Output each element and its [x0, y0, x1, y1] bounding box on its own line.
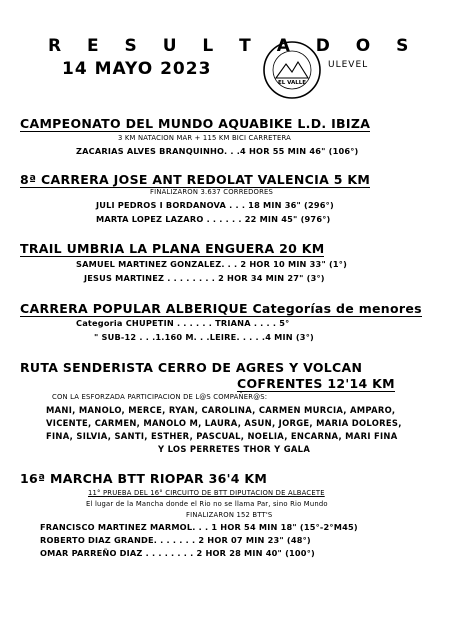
- section-heading: 16ª MARCHA BTT RIOPAR 36'4 KM: [20, 471, 268, 486]
- heading-cofrentes: COFRENTES 12'14 KM: [237, 376, 395, 391]
- logo-sub: EL VALLE: [277, 80, 307, 86]
- ulevel-mark: ULEVEL: [328, 60, 369, 70]
- result-line: OMAR PARREÑO DIAZ . . . . . . . . 2 HOR 28 MIN 40" (100°): [40, 548, 315, 558]
- result-line: JESUS MARTINEZ . . . . . . . . 2 HOR 34 MIN 27" (3°): [84, 273, 325, 283]
- participants-line: VICENTE, CARMEN, MANOLO M, LAURA, ASUN, JORGE, MARIA DOLORES,: [46, 418, 402, 428]
- heading-aquabike: CAMPEONATO DEL MUNDO AQUABIKE L.D. IBIZA: [20, 116, 371, 131]
- result-line: JULI PEDROS I BORDANOVA . . . 18 MIN 36" (296°): [96, 200, 334, 210]
- section-heading: RUTA SENDERISTA CERRO DE AGRES Y VOLCAN: [20, 360, 363, 375]
- club-logo: [262, 40, 322, 100]
- section-heading: [20, 172, 370, 187]
- section-note: 11° PRUEBA DEL 16° CIRCUITO DE BTT DIPUTACION DE ALBACETE: [88, 489, 325, 497]
- result-line: FRANCISCO MARTINEZ MARMOL. . . 1 HOR 54 MIN 18" (15°-2°M45): [40, 522, 358, 532]
- participants-line: MANI, MANOLO, MERCE, RYAN, CAROLINA, CARMEN MURCIA, AMPARO,: [46, 405, 396, 415]
- section-heading: [237, 376, 395, 391]
- participants-line: Y LOS PERRETES THOR Y GALA: [158, 444, 311, 454]
- heading-trail: TRAIL UMBRIA LA PLANA ENGUERA 20 KM: [20, 241, 325, 256]
- section-note: CON LA ESFORZADA PARTICIPACION DE L@S COMPAÑER@S:: [52, 393, 268, 401]
- section-heading: [20, 241, 324, 256]
- heading-redolat: 8ª CARRERA JOSE ANT REDOLAT VALENCIA 5 KM: [20, 172, 371, 187]
- section-heading: [20, 301, 422, 316]
- section-note: El lugar de la Mancha donde el Rio no se llama Par, sino Rio Mundo: [86, 500, 328, 508]
- section-note: FINALIZARON 3.637 CORREDORES: [150, 188, 274, 196]
- section-note: FINALIZARON 152 BTT'S: [186, 511, 273, 519]
- section-heading: [20, 116, 370, 131]
- page-date: 14 MAYO 2023: [62, 59, 212, 79]
- heading-alberique: CARRERA POPULAR ALBERIQUE Categorías de menores: [20, 301, 422, 316]
- page-title: R E S U L T A D O S: [48, 36, 419, 56]
- section-note: 3 KM NATACION MAR + 115 KM BICI CARRETERA: [118, 134, 291, 142]
- result-line: ZACARIAS ALVES BRANQUINHO. . .4 HOR 55 MIN 46" (106°): [76, 146, 359, 156]
- result-line: " SUB-12 . . .1.160 M. . .LEIRE. . . . .4 MIN (3°): [94, 332, 314, 342]
- result-line: ROBERTO DIAZ GRANDE. . . . . . . 2 HOR 07 MIN 23" (48°): [40, 535, 311, 545]
- result-line: Categoria CHUPETIN . . . . . . TRIANA . . . . 5°: [76, 318, 290, 328]
- participants-line: FINA, SILVIA, SANTI, ESTHER, PASCUAL, NOELIA, ENCARNA, MARI FINA: [46, 431, 398, 441]
- result-line: SAMUEL MARTINEZ GONZALEZ. . . 2 HOR 10 MIN 33" (1°): [76, 259, 348, 269]
- result-line: MARTA LOPEZ LAZARO . . . . . . 22 MIN 45" (976°): [96, 214, 331, 224]
